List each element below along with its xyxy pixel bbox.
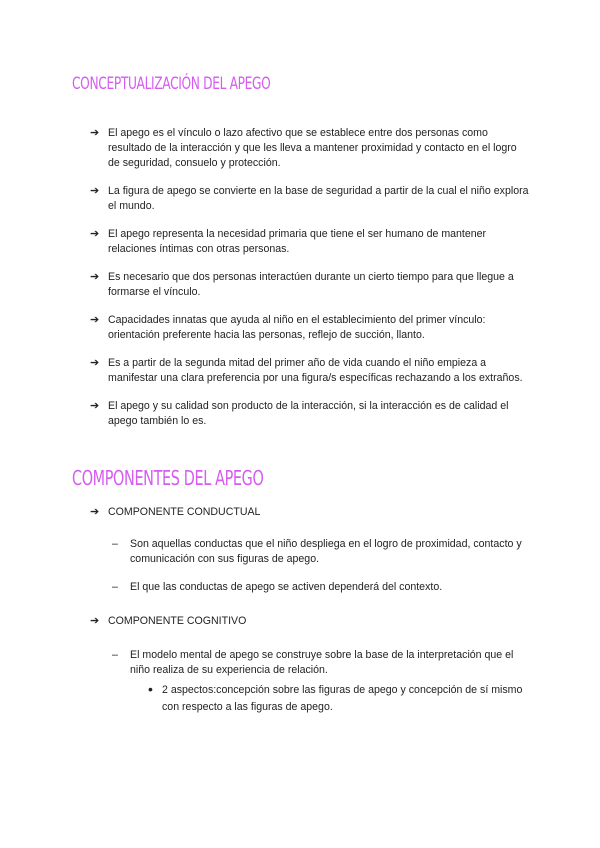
arrow-right-icon: ➔ xyxy=(90,357,100,369)
list-item: ➔ El apego representa la necesidad primaria que tiene el ser humano de mantener relaciones íntimas con otras personas. xyxy=(90,228,487,255)
concept-bullet-list xyxy=(90,126,530,442)
arrow-right-icon: ➔ xyxy=(90,228,100,240)
list-item: ➔ El apego es el vínculo o lazo afectivo que se establece entre dos personas como resultado de la interacción y que les lleva a mantener proximidad y contacto en el logro de seguridad, consuelo y protección. xyxy=(90,127,517,169)
component-cognitivo xyxy=(90,614,530,716)
arrow-right-icon: ➔ xyxy=(90,185,100,197)
list-item: ➔ Capacidades innatas que ayuda al niño en el establecimiento del primer vínculo: orientación preferente hacia las personas, reflejo de succión, llanto. xyxy=(90,314,486,341)
list-item: – El que las conductas de apego se activen dependerá del contexto. xyxy=(112,581,443,593)
dash-icon: – xyxy=(112,649,118,661)
arrow-right-icon: ➔ xyxy=(90,615,100,627)
list-item: ➔ El apego y su calidad son producto de la interacción, si la interacción es de calidad el apego también lo es. xyxy=(90,400,509,427)
list-item: – Son aquellas conductas que el niño despliega en el logro de proximidad, contacto y comunicación con sus figuras de apego. xyxy=(112,538,522,565)
dash-icon: – xyxy=(112,538,118,550)
section-title-componentes: COMPONENTES DEL APEGO xyxy=(72,466,264,490)
component-conductual xyxy=(90,505,530,595)
arrow-right-icon: ➔ xyxy=(90,127,100,139)
dash-icon: – xyxy=(112,581,118,593)
arrow-right-icon: ➔ xyxy=(90,314,100,326)
list-item: • 2 aspectos:concepción sobre las figuras de apego y concepción de sí mismo con respecto a las figuras de apego. xyxy=(148,681,523,713)
component-heading: ➔ COMPONENTE COGNITIVO xyxy=(90,615,247,627)
list-item: ➔ La figura de apego se convierte en la base de seguridad a partir de la cual el niño explora el mundo. xyxy=(90,185,529,212)
component-heading: ➔ COMPONENTE CONDUCTUAL xyxy=(90,506,261,518)
arrow-right-icon: ➔ xyxy=(90,271,100,283)
arrow-right-icon: ➔ xyxy=(90,506,100,518)
arrow-right-icon: ➔ xyxy=(90,400,100,412)
bullet-dot-icon: • xyxy=(148,681,153,697)
list-item: – El modelo mental de apego se construye sobre la base de la interpretación que el niño realiza de su experiencia de relación. xyxy=(112,649,514,676)
list-item: ➔ Es a partir de la segunda mitad del primer año de vida cuando el niño empieza a manifestar una clara preferencia por una figura/s específicas rechazando a los extraños. xyxy=(90,357,523,384)
list-item: ➔ Es necesario que dos personas interactúen durante un cierto tiempo para que llegue a formarse el vínculo. xyxy=(90,271,514,298)
section-title-conceptualizacion: CONCEPTUALIZACIÓN DEL APEGO xyxy=(72,74,271,94)
